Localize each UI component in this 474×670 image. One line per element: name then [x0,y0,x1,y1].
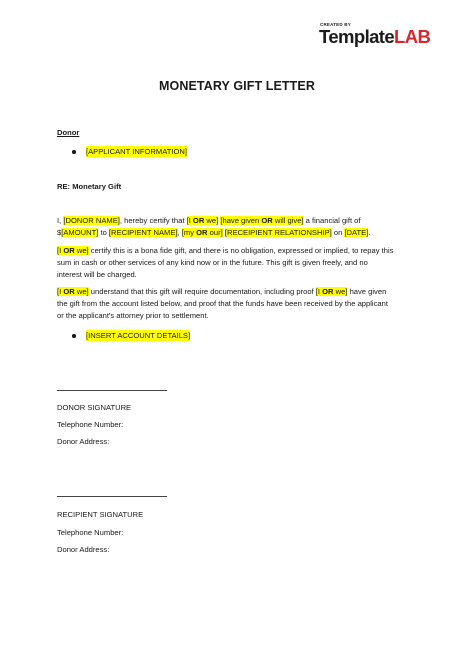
body-text-run: have given [347,287,387,296]
body-text-run: understand that this gift will require documentation, including proof [88,287,316,296]
highlighted-placeholder-text: OR [63,287,75,296]
highlighted-placeholder-text: [AMOUNT] [61,228,99,237]
para2-line3: interest will be charged. [57,270,137,279]
highlighted-placeholder-text: will give] [272,216,304,225]
highlighted-placeholder-text: OR [192,216,205,225]
highlighted-placeholder-text: OR [322,287,334,296]
highlighted-placeholder-text: we] [74,287,89,296]
templatelab-logo [316,22,434,52]
recipient-signature-label: RECIPIENT SIGNATURE [57,510,144,519]
highlighted-placeholder-text: [DATE] [344,228,369,237]
body-text-run: on [331,228,345,237]
recipient-signature-line [57,496,167,497]
body-text-run: a financial gift of [303,216,361,225]
body-text-run: I, [57,216,64,225]
highlighted-placeholder-text: OR [63,246,75,255]
highlighted-placeholder-text: [I [186,216,193,225]
logo-created-by: CREATED BY [320,22,351,27]
para2-line1 [57,245,393,257]
para2-line2: sum in cash or other services of any kind now or in the future. This gift is given freely, and no [57,258,368,267]
para1-line1 [57,215,361,227]
highlighted-placeholder-text: [I [57,246,64,255]
highlighted-placeholder-text: [I [315,287,323,296]
highlighted-placeholder-text: we] [74,246,89,255]
highlighted-placeholder-text: [RECEIPIENT RELATIONSHIP] [224,228,332,237]
body-text-run: , hereby certify that [119,216,187,225]
logo-wordmark [319,27,430,47]
applicant-information-placeholder: [APPLICANT INFORMATION] [86,147,187,156]
donor-heading: Donor [57,128,80,137]
highlighted-placeholder-text: our] [207,228,223,237]
highlighted-placeholder-text: [RECIPIENT NAME] [108,228,178,237]
body-text-run: . [368,228,371,237]
highlighted-placeholder-text: [have given [220,216,262,225]
donor-telephone-label: Telephone Number: [57,420,124,429]
para3-line3: or the applicant's attorney prior to settlement. [57,311,209,320]
donor-signature-label: DONOR SIGNATURE [57,403,132,412]
account-details-placeholder: [INSERT ACCOUNT DETAILS] [86,331,191,340]
body-text-run: certify this is a bona fide gift, and there is no obligation, expressed or implied, to repay this [88,246,394,255]
highlighted-placeholder-text: [DONOR NAME] [63,216,120,225]
para3-line2: the gift from the account listed below, and proof that the funds have been received by the applicant [57,299,388,308]
re-line: RE: Monetary Gift [57,182,122,191]
para1-line2 [57,227,370,239]
para3-line1 [57,286,386,298]
recipient-telephone-label: Telephone Number: [57,528,124,537]
body-text-run: to [98,228,109,237]
bullet-dot-icon [72,334,76,338]
highlighted-placeholder-text: [my [181,228,197,237]
highlighted-placeholder-text: [I [57,287,64,296]
logo-brand-dark: Template [319,26,395,47]
logo-brand-red: LAB [394,26,431,47]
recipient-address-label: Donor Address: [57,545,110,554]
highlighted-placeholder-text: we] [333,287,348,296]
highlighted-placeholder-text: we] [204,216,219,225]
highlighted-placeholder-text: OR [261,216,273,225]
bullet-dot-icon [72,150,76,154]
donor-address-label: Donor Address: [57,437,110,446]
page-title: MONETARY GIFT LETTER [159,79,315,93]
body-text-run: , [177,228,182,237]
highlighted-placeholder-text: OR [196,228,208,237]
donor-signature-line [57,390,167,391]
body-text-run: $ [57,228,62,237]
